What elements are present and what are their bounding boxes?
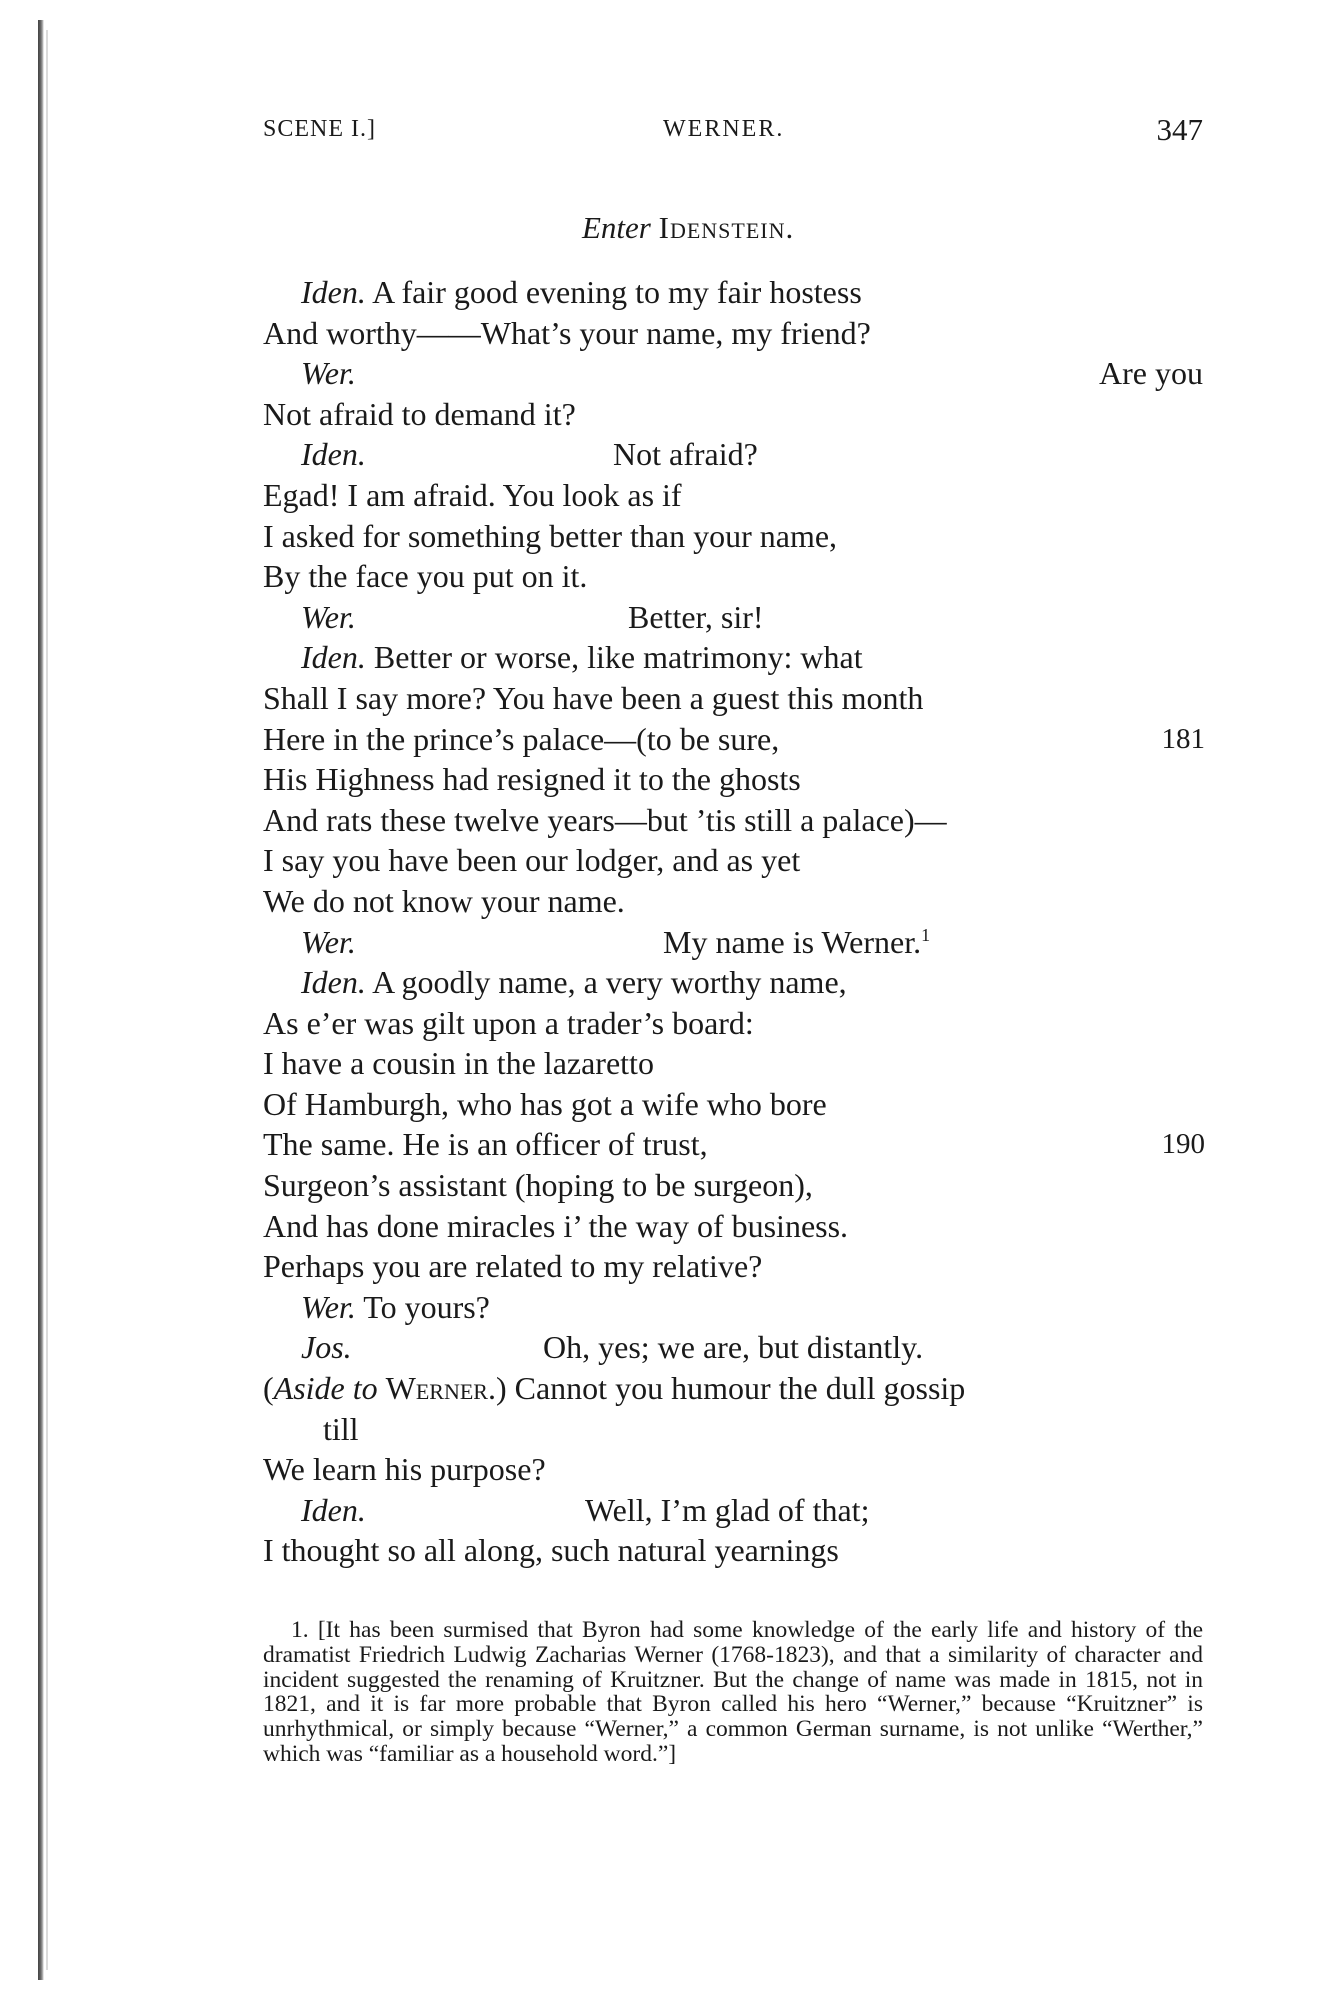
line-text: Cannot you humour the dull gossip xyxy=(506,1370,966,1407)
line-text: Not afraid to demand it? xyxy=(263,395,576,432)
verse-line xyxy=(263,840,1213,881)
verse-line xyxy=(263,272,1213,313)
line-text: And worthy——What’s your name, my friend? xyxy=(263,314,871,351)
line-text: By the face you put on it. xyxy=(263,558,588,595)
line-text-continued: Well, I’m glad of that; xyxy=(585,1491,870,1528)
line-text: Perhaps you are related to my relative? xyxy=(263,1248,763,1285)
verse-line xyxy=(263,800,1213,841)
line-text: Surgeon’s assistant (hoping to be surgeon), xyxy=(263,1167,813,1204)
speaker-name: Wer. xyxy=(301,355,356,392)
line-text-continued: Not afraid? xyxy=(613,436,758,473)
line-text: Egad! I am afraid. You look as if xyxy=(263,476,682,513)
page-number: 347 xyxy=(1156,112,1203,147)
line-text: As e’er was gilt upon a trader’s board: xyxy=(263,1004,754,1041)
line-text-continued: My name is Werner.$^1$ xyxy=(663,923,931,960)
line-text: A fair good evening to my fair hostess xyxy=(365,274,862,310)
verse-line xyxy=(263,1043,1213,1084)
line-text: His Highness had resigned it to the ghosts xyxy=(263,761,801,798)
line-text: Shall I say more? You have been a guest this month xyxy=(263,679,924,716)
verse-line xyxy=(263,1246,1213,1287)
speaker-name: Wer. xyxy=(301,1288,356,1325)
verse-line xyxy=(263,1084,1213,1125)
line-text: I say you have been our lodger, and as yet xyxy=(263,842,801,879)
verse-line xyxy=(263,556,1213,597)
verse-line xyxy=(263,637,1213,678)
line-text-continued: Oh, yes; we are, but distantly. xyxy=(543,1329,924,1366)
verse-line xyxy=(263,922,1213,963)
line-text: We do not know your name. xyxy=(263,882,625,919)
aside-label: Aside to xyxy=(273,1370,378,1407)
verse-line xyxy=(263,1165,1213,1206)
speaker-name: Iden. xyxy=(301,639,366,676)
footnote xyxy=(263,1618,1203,1767)
verse-line xyxy=(263,1490,1213,1531)
entering-character: Idenstein. xyxy=(658,210,795,245)
line-text: Here in the prince’s palace—(to be sure, xyxy=(263,720,780,757)
running-head xyxy=(263,112,1203,152)
speaker-name: Iden. xyxy=(301,274,366,310)
verse-line xyxy=(263,962,1213,1003)
speaker-name: Iden. xyxy=(301,1491,366,1528)
line-text: I asked for something better than your name, xyxy=(263,517,838,554)
verse-line xyxy=(263,1409,1213,1450)
scene-marker: SCENE I.] xyxy=(263,116,376,142)
verse-line xyxy=(263,353,1213,394)
verse-line xyxy=(263,475,1213,516)
stage-direction-enter xyxy=(582,210,794,246)
verse-line xyxy=(263,1530,1213,1571)
verse-line xyxy=(263,516,1213,557)
verse-line xyxy=(263,394,1213,435)
verse-line xyxy=(263,434,1213,475)
line-text-continued: Better, sir! xyxy=(628,598,764,635)
verse-line xyxy=(263,881,1213,922)
verse-line xyxy=(263,313,1213,354)
verse-line xyxy=(263,1449,1213,1490)
aside-paren-close: ) xyxy=(495,1370,507,1407)
enter-word: Enter xyxy=(582,210,651,245)
line-number: 181 xyxy=(1161,722,1205,755)
verse-line xyxy=(263,678,1213,719)
speaker-name: Jos. xyxy=(301,1329,352,1366)
verse-line xyxy=(263,1327,1213,1368)
continuation-text: till xyxy=(323,1410,359,1447)
line-text: And has done miracles i’ the way of business. xyxy=(263,1207,849,1244)
speaker-name: Wer. xyxy=(301,923,356,960)
verse-line xyxy=(263,1287,1213,1328)
aside-name: Werner. xyxy=(385,1370,496,1407)
verse-line xyxy=(263,759,1213,800)
play-title: WERNER. xyxy=(663,116,785,142)
line-text: Of Hamburgh, who has got a wife who bore xyxy=(263,1085,827,1122)
line-text: To yours? xyxy=(355,1288,490,1325)
line-text: I thought so all along, such natural yearnings xyxy=(263,1532,839,1569)
line-text: A goodly name, a very worthy name, xyxy=(365,964,847,1001)
footnote-text: 1. [It has been surmised that Byron had some knowledge of the early life and history of the dramatist Friedrich Ludwig Zacharias Werner (1768-1823), and that a similarity of character and incident suggested the renaming of Kruitzner. But the change of name was made in 1815, not in 1821, and it is far more probable that Byron called his hero “Werner,” because “Kruitzner” is unrhythmical, or simply because “Werner,” a common German surname, is not unlike “Werther,” which was “familiar as a household word.”] xyxy=(263,1617,1203,1767)
verse-text xyxy=(263,272,1213,1571)
speaker-name: Wer. xyxy=(301,598,356,635)
speaker-name: Iden. xyxy=(301,964,366,1001)
verse-line xyxy=(263,597,1213,638)
verse-line xyxy=(263,1368,1213,1409)
line-text: We learn his purpose? xyxy=(263,1451,546,1488)
aside-paren-open: ( xyxy=(263,1370,274,1407)
line-text: Better or worse, like matrimony: what xyxy=(365,639,863,676)
verse-line xyxy=(263,1003,1213,1044)
line-text: I have a cousin in the lazaretto xyxy=(263,1045,654,1082)
speaker-name: Iden. xyxy=(301,436,366,473)
verse-line xyxy=(263,1206,1213,1247)
line-text: And rats these twelve years—but ’tis still a palace)— xyxy=(263,801,947,838)
line-text: The same. He is an officer of trust, xyxy=(263,1126,708,1163)
line-text-continued: Are you xyxy=(1099,355,1203,392)
line-number: 190 xyxy=(1161,1128,1205,1161)
footnote-marker: 1 xyxy=(921,924,931,945)
verse-line xyxy=(263,1124,1213,1165)
verse-line xyxy=(263,719,1213,760)
